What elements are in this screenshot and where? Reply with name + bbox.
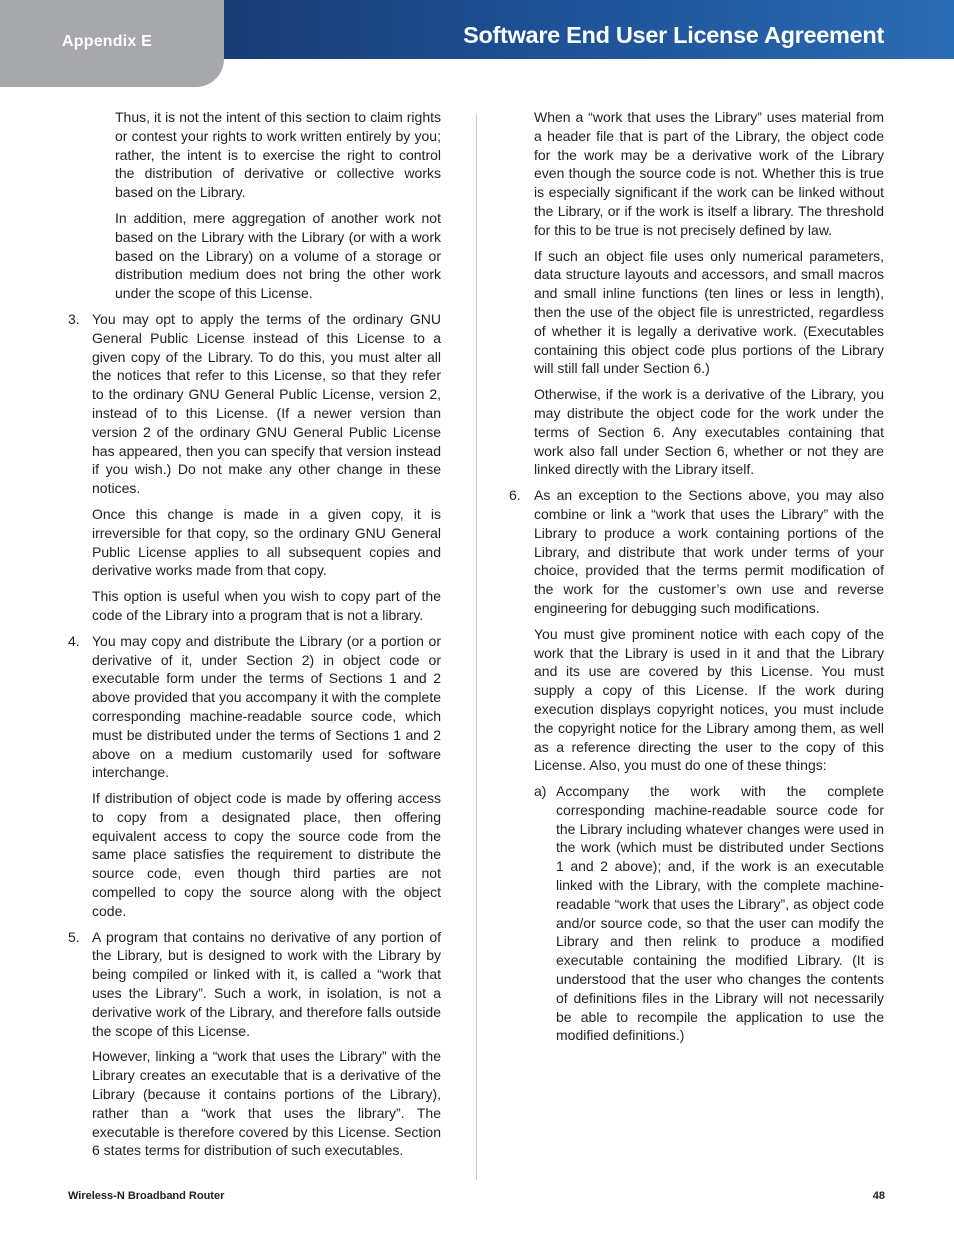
sub-item-text: Accompany the work with the complete corresponding machine-readable source code for the Library including whatever changes were used in the work (which must be distributed under Sections 1 and 2 above); and, if the work is an executable linked with the Library, with the complete machine-readable “work that uses the Library”, as object code and/or source code, so that the user can modify the Library and then relink to produce a modified executable containing the modified Library. (It is understood that the user who changes the contents of definitions files in the Library will not necessarily be able to recompile the application to use the modified definitions.)	[556, 783, 884, 1044]
paragraph: A program that contains no derivative of any portion of the Library, but is designed to work with the Library by being compiled or linked with it, is called a “work that uses the Library”. Such a work, in isolation, is not a derivative work of the Library, and therefore falls outside the scope of this License.	[92, 928, 441, 1039]
sub-item-a	[534, 782, 884, 1045]
paragraph: You must give prominent notice with each copy of the work that the Library is used in it and that the Library and its use are covered by this License. You must supply a copy of this License. If the work during execution displays copyright notices, you must include the copyright notice for the Library among them, as well as a reference directing the user to the copy of this License. Also, you must do one of these things:	[534, 625, 884, 774]
appendix-tab	[0, 0, 224, 87]
paragraph: As an exception to the Sections above, you may also combine or link a “work that uses the Library” with the Library to produce a work containing portions of the Library, and distribute that work under terms of your choice, provided that the terms permit modification of the work for the customer’s own use and reverse engineering for debugging such modifications.	[534, 487, 884, 616]
paragraph: However, linking a “work that uses the Library” with the Library creates an executable that is a derivative of the Library (because it contains portions of the Library), rather than a “work that uses the library”. The executable is therefore covered by this License. Section 6 states terms for distribution of such executables.	[92, 1048, 441, 1159]
paragraph: You may copy and distribute the Library (or a portion or derivative of it, under Section 2) in object code or executable form under the terms of Sections 1 and 2 above provided that you accompany it with the complete corresponding machine-readable source code, which must be distributed under the terms of Sections 1 and 2 above on a medium customarily used for software interchange.	[92, 632, 441, 781]
list-item-5	[68, 928, 441, 1161]
page-number: 48	[872, 1190, 885, 1202]
paragraph: You may opt to apply the terms of the ordinary GNU General Public License instead of this License to a given copy of the Library. To do this, you must alter all the notices that refer to this License, so that they refer to the ordinary GNU General Public License, version 2, instead of to this License. (If a newer version than version 2 of the ordinary GNU General Public License has appeared, then you can specify that version instead if you wish.) Do not make any other change in these notices.	[92, 310, 441, 497]
paragraph: If distribution of object code is made by offering access to copy from a designated place, then offering equivalent access to copy the source code from the same place satisfies the requirement to distribute the source code, even though third parties are not compelled to copy the source along with the object code.	[92, 790, 441, 919]
paragraph: When a “work that uses the Library” uses material from a header file that is part of the Library, the object code for the work may be a derivative work of the Library even though the source code is not. Whether this is true is especially significant if the work can be linked without the Library, or if the work is itself a library. The threshold for this to be true is not precisely defined by law.	[534, 109, 884, 238]
list-number: 5.	[68, 928, 80, 945]
list-number: 4.	[68, 632, 80, 649]
list-item-3	[68, 310, 441, 625]
list-number: 3.	[68, 310, 80, 327]
sub-item-letter: a)	[534, 783, 547, 800]
paragraph: If such an object file uses only numerical parameters, data structure layouts and accessors, and small macros and small inline functions (ten lines or less in length), then the use of the object file is unrestricted, regardless of whether it is legally a derivative work. (Executables containing this object code plus portions of the Library will still fall under Section 6.)	[534, 247, 884, 377]
column-divider	[476, 114, 477, 1180]
page-title: Software End User License Agreement	[463, 22, 884, 48]
right-column	[509, 108, 884, 1052]
left-column	[68, 108, 441, 1167]
paragraph: Once this change is made in a given copy, it is irreversible for that copy, so the ordinary GNU General Public License applies to all subsequent copies and derivative works made from that copy.	[92, 505, 441, 579]
paragraph: Thus, it is not the intent of this section to claim rights or contest your rights to work written entirely by you; rather, the intent is to exercise the right to control the distribution of derivative or collective works based on the Library.	[115, 109, 441, 201]
list-number: 6.	[509, 487, 521, 504]
list-item-6	[509, 486, 884, 1045]
appendix-label: Appendix E	[62, 33, 153, 50]
list-item-4	[68, 632, 441, 921]
paragraph: Otherwise, if the work is a derivative of the Library, you may distribute the object code for the work under the terms of Section 6. Any executables containing that work also fall under Section 6, whether or not they are linked directly with the Library itself.	[534, 386, 884, 478]
paragraph: This option is useful when you wish to copy part of the code of the Library into a program that is not a library.	[92, 588, 441, 623]
footer-product: Wireless-N Broadband Router	[68, 1190, 225, 1202]
paragraph: In addition, mere aggregation of another work not based on the Library with the Library (or with a work based on the Library) on a volume of a storage or distribution medium does not bring the other work under the scope of this License.	[115, 209, 441, 302]
